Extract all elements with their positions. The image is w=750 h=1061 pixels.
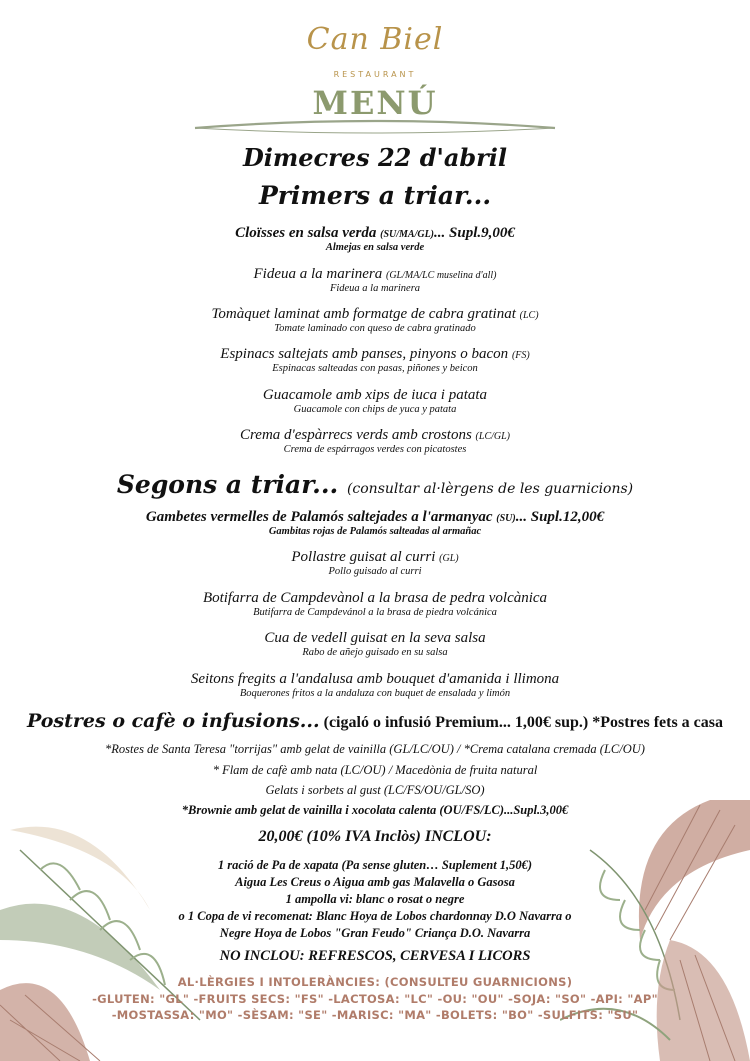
list-item (0, 671, 750, 699)
allergens-line: -MOSTASSA: "MO" -SÈSAM: "SE" -MARISC: "MA" -BOLETS: "BO" -SULFITS: "SU" (111, 1008, 639, 1022)
dish-name: Seitons fregits a l'andalusa amb bouquet d'amanida i llimona (190, 671, 560, 687)
price-line: 20,00€ (10% IVA Inclòs) INCLOU: (258, 828, 492, 845)
allergen-note: (LC/GL) (475, 431, 510, 442)
not-included: NO INCLOU: REFRESCOS, CERVESA I LICORS (219, 948, 531, 964)
list-item (0, 630, 750, 658)
postres-line: *Rostes de Santa Teresa "torrijas" amb gelat de vainilla (GL/LC/OU) / *Crema catalana cremada (LC/OU) (105, 742, 645, 756)
allergen-note: (SU/MA/GL) (380, 229, 435, 240)
logo-script: Can Biel (306, 22, 444, 57)
dish-name: Crema d'espàrrecs verds amb crostons (240, 427, 472, 443)
allergen-note: (GL/MA/LC muselina d'all) (386, 270, 497, 281)
dish-translation: Rabo de añejo guisado en su salsa (302, 647, 448, 658)
postres-title-text: Postres o cafè o infusions... (26, 710, 320, 732)
dish-name: Espinacs saltejats amb panses, pinyons o bacon (220, 346, 509, 362)
includes-item: o 1 Copa de vi recomenat: Blanc Hoya de Lobos chardonnay D.O Navarra o (178, 909, 572, 923)
postres-line: * Flam de cafè amb nata (LC/OU) / Macedònia de fruita natural (212, 763, 538, 777)
includes-item: 1 ampolla vi: blanc o rosat o negre (285, 892, 465, 906)
allergen-note: (SU) (496, 513, 516, 524)
dish-name: Fideua a la marinera (253, 266, 383, 282)
dish-translation: Boquerones fritos a la andaluza con buquet de ensalada y limón (239, 688, 511, 699)
list-item (0, 225, 750, 253)
dish-name: Gambetes vermelles de Palamós saltejades a l'armanyac (145, 509, 493, 525)
list-item (0, 346, 750, 374)
includes-item: 1 ració de Pa de xapata (Pa sense gluten… Suplement 1,50€) (217, 858, 533, 872)
dish-translation: Fideua a la marinera (329, 283, 421, 294)
header-divider-icon (190, 116, 560, 138)
dish-translation: Almejas en salsa verde (325, 242, 425, 253)
dish-translation: Espinacas salteadas con pasas, piñones y beicon (272, 363, 478, 374)
list-item (0, 306, 750, 334)
allergens-line: -GLUTEN: "GL" -FRUITS SECS: "FS" -LACTOSA: "LC" -OU: "OU" -SOJA: "SO" -API: "AP" (92, 992, 658, 1006)
list-item (0, 427, 750, 455)
segons-note: (consultar al·lèrgens de les guarnicions) (346, 481, 634, 497)
dish-name: Tomàquet laminat amb formatge de cabra gratinat (211, 306, 516, 322)
dish-translation: Tomate laminado con queso de cabra gratinado (274, 323, 476, 334)
dish-name: Cua de vedell guisat en la seva salsa (264, 630, 486, 646)
allergen-note: (LC) (519, 310, 539, 321)
includes-item: Negre Hoya de Lobos "Gran Feudo" Criança D.O. Navarra (219, 926, 531, 940)
postres-title (0, 710, 750, 732)
primers-title: Primers a triar... (258, 181, 492, 210)
includes-item: Aigua Les Creus o Aigua amb gas Malavella o Gasosa (235, 875, 515, 889)
logo-subtitle: RESTAURANT (333, 70, 417, 79)
list-item (0, 549, 750, 577)
supplement: ... Supl.9,00€ (434, 225, 515, 241)
list-item (0, 387, 750, 415)
postres-brownie: *Brownie amb gelat de vainilla i xocolata calenta (OU/FS/LC)...Supl.3,00€ (181, 803, 569, 817)
allergen-note: (FS) (511, 350, 530, 361)
supplement: ... Supl.12,00€ (515, 509, 605, 525)
dish-name: Botifarra de Campdevànol a la brasa de pedra volcànica (202, 590, 548, 606)
dish-translation: Crema de espárragos verdes con picatostes (283, 444, 467, 455)
dish-name: Cloïsses en salsa verda (235, 225, 377, 241)
dish-translation: Pollo guisado al curri (328, 566, 422, 577)
list-item (0, 266, 750, 294)
postres-extra: (cigaló o infusió Premium... 1,00€ sup.) *Postres fets a casa (323, 714, 724, 731)
dish-translation: Butifarra de Campdevánol a la brasa de piedra volcánica (253, 607, 497, 618)
segons-title (0, 470, 750, 499)
dish-translation: Guacamole con chips de yuca y patata (293, 404, 457, 415)
list-item (0, 509, 750, 537)
allergens-title: AL·LÈRGIES I INTOLERÀNCIES: (CONSULTEU GUARNICIONS) (177, 975, 573, 989)
menu-title: MENÚ (312, 84, 438, 122)
list-item (0, 590, 750, 618)
postres-line: Gelats i sorbets al gust (LC/FS/OU/GL/SO) (265, 783, 485, 797)
menu-date: Dimecres 22 d'abril (242, 143, 508, 172)
dish-translation: Gambitas rojas de Palamós salteadas al armañac (268, 526, 482, 537)
dish-name: Guacamole amb xips de iuca i patata (262, 387, 488, 403)
dish-name: Pollastre guisat al curri (291, 549, 436, 565)
segons-title-text: Segons a triar... (116, 470, 339, 499)
allergen-note: (GL) (439, 553, 459, 564)
